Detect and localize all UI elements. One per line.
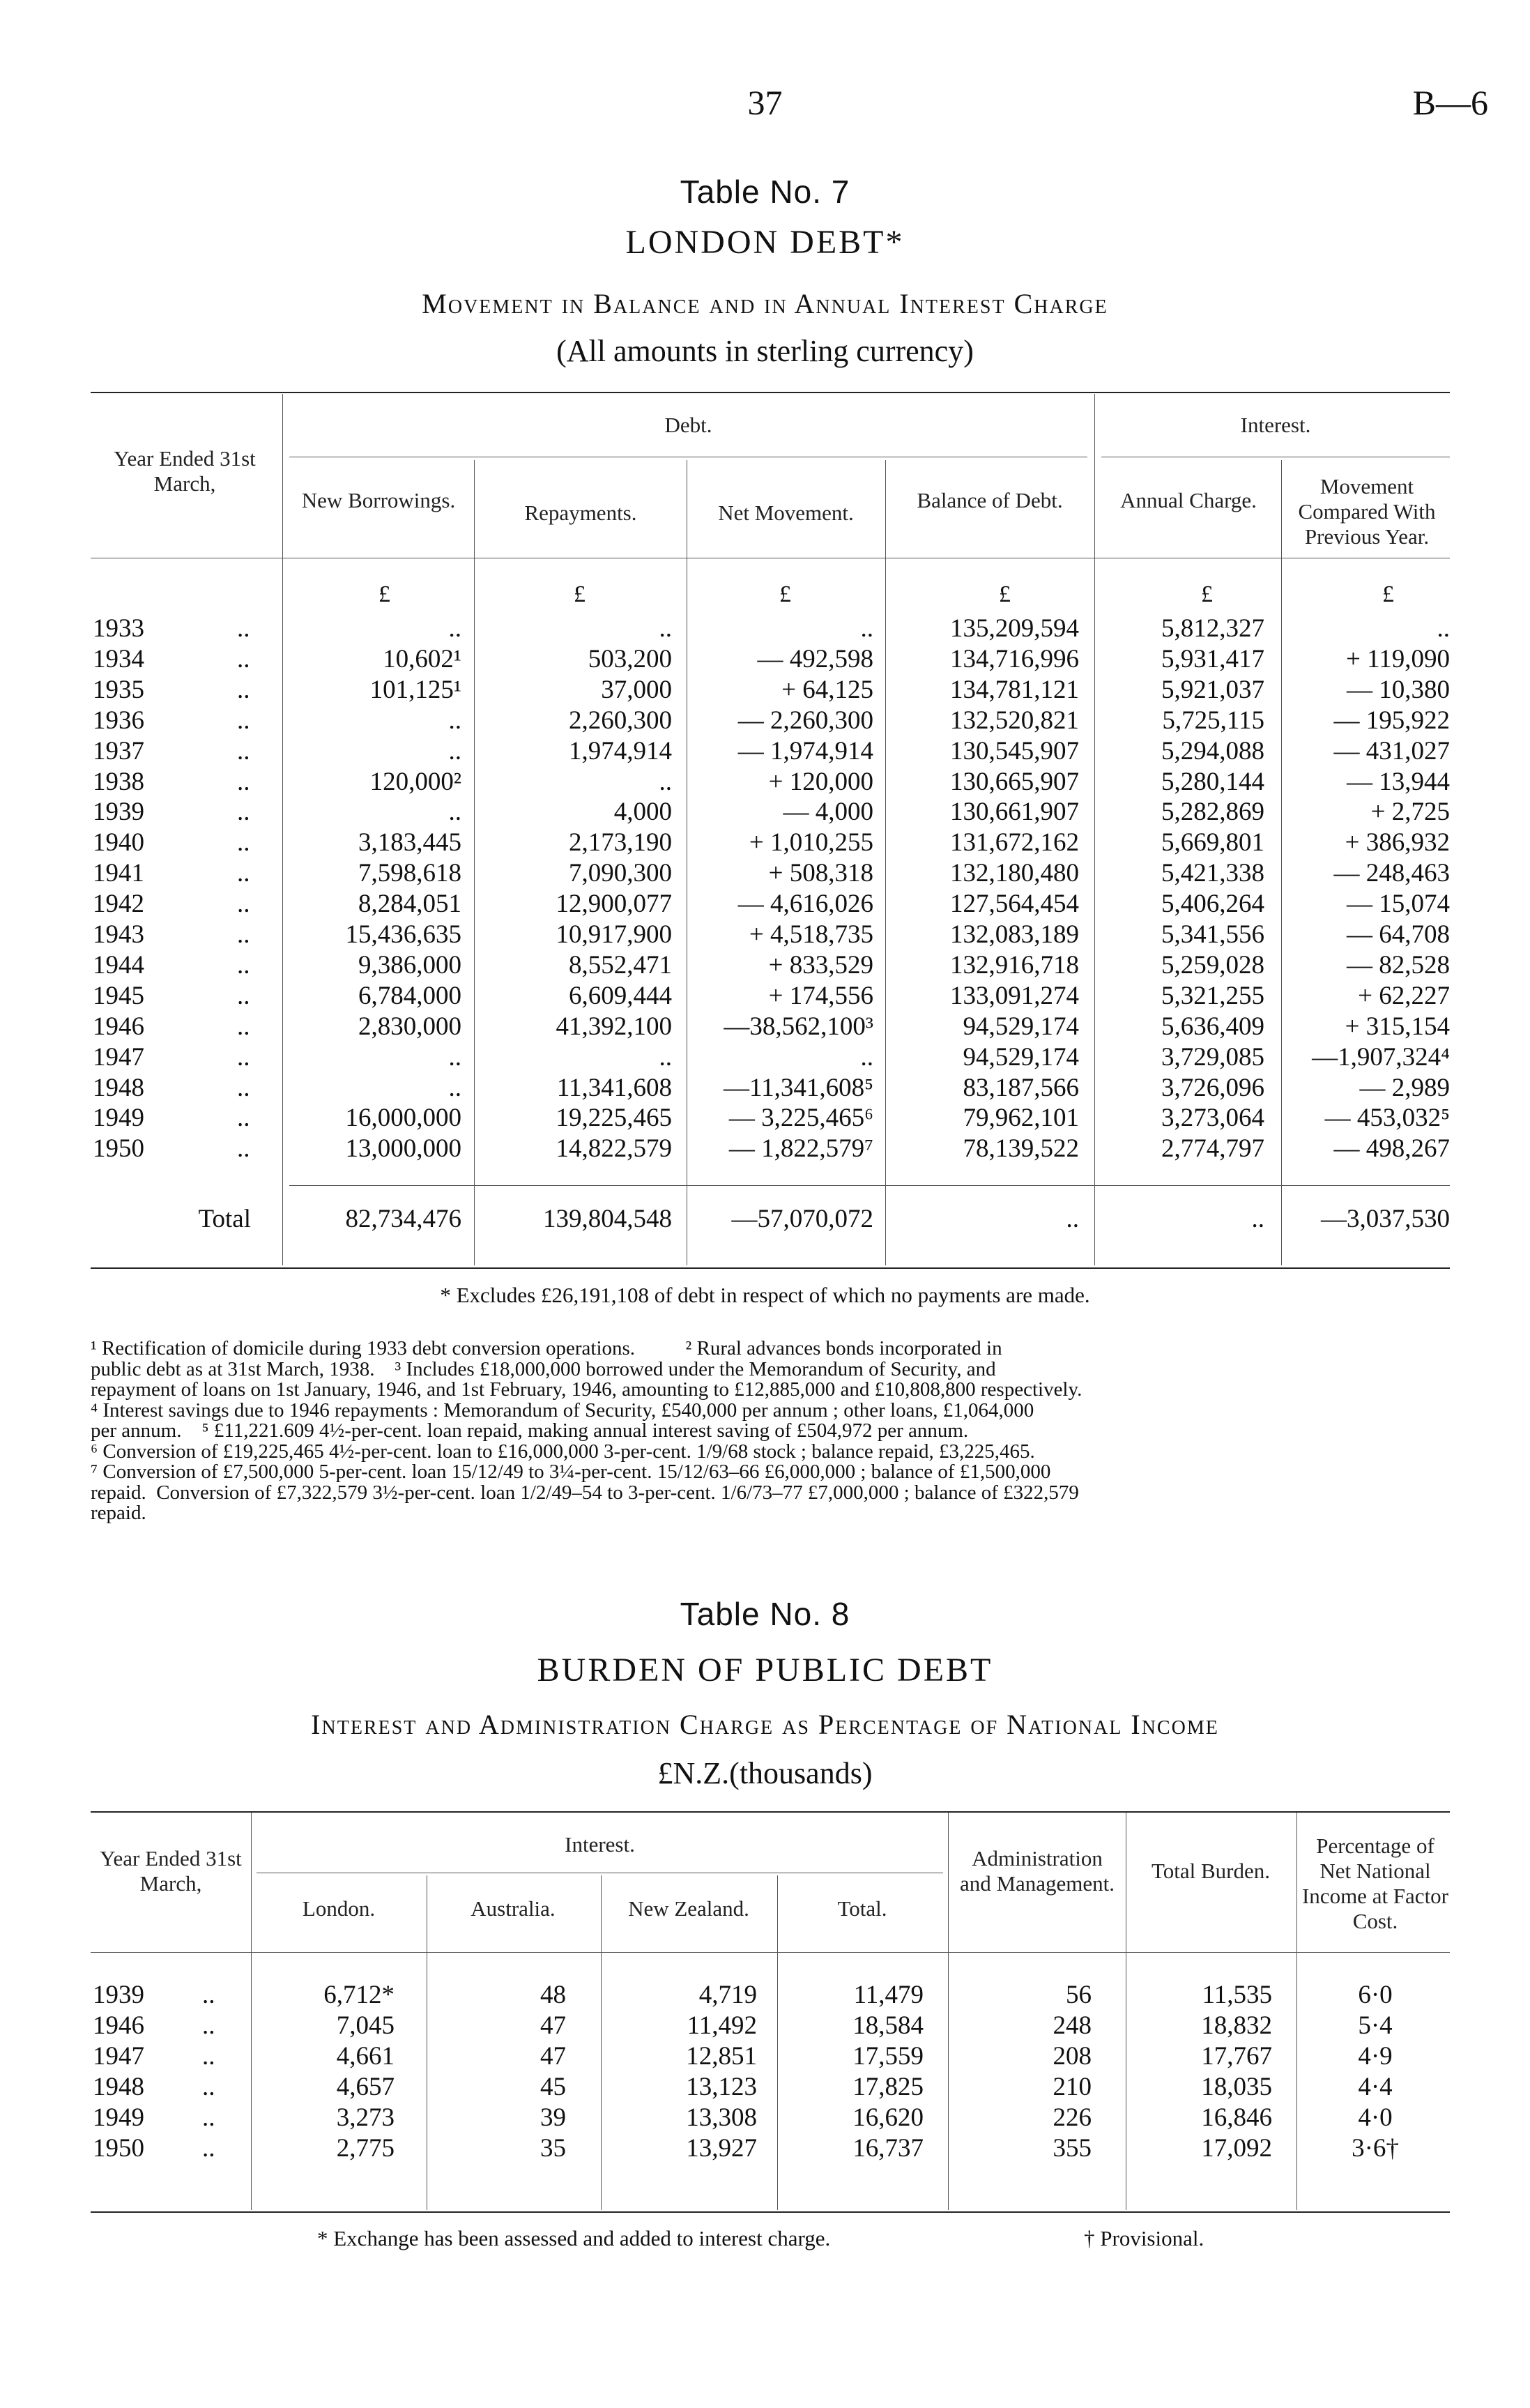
leader-dots: .. <box>237 798 250 827</box>
table8-col-new-zealand: New Zealand. <box>628 1896 749 1921</box>
repayments-cell: 37,000 <box>601 675 672 704</box>
table7-top-rule <box>91 392 1450 393</box>
repayments-cell: 41,392,100 <box>556 1012 672 1041</box>
leader-dots: .. <box>237 614 250 643</box>
year-cell: 1937 <box>93 736 144 765</box>
annual-charge-cell: 5,812,327 <box>1161 614 1264 643</box>
new-borrowings-cell: .. <box>448 614 461 643</box>
net-movement-cell: + 120,000 <box>768 767 873 796</box>
london-cell: 3,273 <box>336 2103 395 2132</box>
year-cell: 1948 <box>93 2073 144 2101</box>
leader-dots: .. <box>237 767 250 796</box>
leader-dots: .. <box>237 828 250 858</box>
year-cell: 1944 <box>93 950 144 980</box>
london-cell: 4,657 <box>336 2073 395 2101</box>
footnote-line: public debt as at 31st March, 1938. ³ Includes £18,000,000 borrowed under the Memorandum of Security, and <box>91 1357 996 1380</box>
repayments-cell: 503,200 <box>588 644 672 673</box>
repayments-cell: 8,552,471 <box>569 950 672 980</box>
movement-compared-cell: — 453,032⁵ <box>1324 1104 1450 1133</box>
new-zealand-cell: 13,308 <box>686 2103 757 2132</box>
balance-cell: 131,672,162 <box>950 828 1079 858</box>
new-zealand-cell: 4,719 <box>698 1981 757 2009</box>
annual-charge-cell: 5,321,255 <box>1161 981 1264 1010</box>
new-borrowings-cell: 120,000² <box>369 767 461 796</box>
repayments-cell: 14,822,579 <box>556 1134 672 1164</box>
repayments-cell: .. <box>659 614 672 643</box>
table7-col-repayments: Repayments. <box>524 501 637 525</box>
repayments-cell: 2,173,190 <box>569 828 672 858</box>
annual-charge-cell: 5,341,556 <box>1161 920 1264 949</box>
movement-compared-cell: —1,907,324⁴ <box>1312 1042 1450 1072</box>
table7-bottom-rule <box>91 1267 1450 1269</box>
table8-bottom-rule <box>91 2211 1450 2213</box>
net-movement-cell: + 833,529 <box>768 950 873 980</box>
movement-compared-cell: — 13,944 <box>1347 767 1450 796</box>
repayments-cell: 6,609,444 <box>569 981 672 1010</box>
table8-col-london: London. <box>302 1896 376 1921</box>
new-borrowings-cell: .. <box>448 1042 461 1072</box>
footnote-line: ¹ Rectification of domicile during 1933 debt conversion operations. ² Rural advances bonds incorporated in <box>91 1337 1002 1359</box>
year-cell: 1941 <box>93 859 144 888</box>
total-cell: 16,620 <box>852 2103 924 2132</box>
total-cell: 11,479 <box>853 1981 924 2009</box>
annual-charge-cell: 5,725,115 <box>1162 706 1264 735</box>
administration-cell: 248 <box>1053 2011 1092 2040</box>
movement-compared-cell: — 195,922 <box>1333 706 1450 735</box>
table7-star-note: * Excludes £26,191,108 of debt in respect of which no payments are made. <box>440 1283 1090 1307</box>
year-cell: 1939 <box>93 1981 144 2009</box>
table7-total-rule <box>289 1185 1450 1186</box>
new-borrowings-cell: 3,183,445 <box>358 828 461 858</box>
year-cell: 1933 <box>93 614 144 643</box>
leader-dots: .. <box>237 1012 250 1041</box>
year-cell: 1934 <box>93 644 144 673</box>
annual-charge-cell: 5,931,417 <box>1161 644 1264 673</box>
repayments-cell: .. <box>659 1042 672 1072</box>
table8-rule <box>948 1813 949 2210</box>
leader-dots: .. <box>237 950 250 980</box>
movement-compared-cell: .. <box>1437 614 1450 643</box>
movement-compared-cell: — 431,027 <box>1333 736 1450 765</box>
year-cell: 1950 <box>93 1134 144 1164</box>
annual-charge-cell: 5,636,409 <box>1161 1012 1264 1041</box>
repayments-cell: 7,090,300 <box>569 859 672 888</box>
year-cell: 1949 <box>93 1104 144 1133</box>
movement-compared-cell: + 62,227 <box>1358 981 1450 1010</box>
repayments-cell: 1,974,914 <box>569 736 672 765</box>
leader-dots: .. <box>237 890 250 919</box>
repayments-cell: .. <box>659 767 672 796</box>
administration-cell: 355 <box>1053 2134 1092 2163</box>
net-movement-cell: — 1,974,914 <box>737 736 873 765</box>
london-cell: 4,661 <box>336 2042 395 2071</box>
table7-note: (All amounts in sterling currency) <box>556 334 974 368</box>
net-movement-cell: —38,562,100³ <box>724 1012 873 1041</box>
table8-col-total: Total. <box>837 1896 887 1921</box>
year-cell: 1946 <box>93 1012 144 1041</box>
table7-col-new-borrowings: New Borrowings. <box>301 488 456 512</box>
table8-col-percentage: Percentage of Net National Income at Factor Cost. <box>1301 1834 1449 1933</box>
administration-cell: 56 <box>1066 1981 1092 2009</box>
footnote-line: repaid. <box>91 1502 146 1524</box>
year-cell: 1936 <box>93 706 144 735</box>
leader-dots: .. <box>202 2011 215 2040</box>
table7-rule <box>474 460 475 1265</box>
balance-cell: 130,665,907 <box>950 767 1079 796</box>
movement-compared-cell: + 386,932 <box>1345 828 1450 858</box>
leader-dots: .. <box>202 1981 215 2009</box>
table8-note: £N.Z.(thousands) <box>657 1756 873 1790</box>
total-cell: 17,825 <box>852 2073 924 2101</box>
table7-col-net-movement: Net Movement. <box>718 501 854 525</box>
new-borrowings-cell: 8,284,051 <box>358 890 461 919</box>
annual-charge-cell: 5,669,801 <box>1161 828 1264 858</box>
administration-cell: 210 <box>1053 2073 1092 2101</box>
leader-dots: .. <box>202 2134 215 2163</box>
annual-charge-cell: 5,280,144 <box>1161 767 1264 796</box>
percentage-cell: 3·6† <box>1352 2134 1399 2163</box>
table7-title: LONDON DEBT* <box>625 224 905 261</box>
total-cell: 18,584 <box>852 2011 924 2040</box>
new-borrowings-cell: 9,386,000 <box>358 950 461 980</box>
annual-charge-cell: 2,774,797 <box>1161 1134 1264 1164</box>
balance-cell: 94,529,174 <box>963 1012 1079 1041</box>
balance-cell: 130,661,907 <box>950 798 1079 827</box>
new-borrowings-cell: 101,125¹ <box>369 675 461 704</box>
new-borrowings-cell: 16,000,000 <box>345 1104 461 1133</box>
balance-cell: 132,916,718 <box>950 950 1079 980</box>
movement-compared-cell: + 119,090 <box>1346 644 1450 673</box>
table7-unit: £ <box>574 581 586 607</box>
net-movement-cell: — 4,616,026 <box>737 890 873 919</box>
table8-rule <box>251 1813 252 2210</box>
leader-dots: .. <box>237 1134 250 1164</box>
annual-charge-cell: 5,406,264 <box>1161 890 1264 919</box>
london-cell: 2,775 <box>336 2134 395 2163</box>
repayments-cell: 2,260,300 <box>569 706 672 735</box>
year-cell: 1943 <box>93 920 144 949</box>
net-movement-cell: — 1,822,579⁷ <box>728 1134 873 1164</box>
year-cell: 1940 <box>93 828 144 858</box>
year-cell: 1935 <box>93 675 144 704</box>
net-movement-cell: + 64,125 <box>781 675 873 704</box>
table7-debt-header: Debt. <box>664 413 712 437</box>
table8-interest-header: Interest. <box>565 1832 635 1857</box>
year-cell: 1948 <box>93 1073 144 1102</box>
table8-col-total-burden: Total Burden. <box>1151 1859 1270 1883</box>
total-borrowings: 82,734,476 <box>345 1205 461 1233</box>
balance-cell: 132,180,480 <box>950 859 1079 888</box>
new-borrowings-cell: 10,602¹ <box>383 644 461 673</box>
table7-unit: £ <box>779 581 791 607</box>
total-net-movement: —57,070,072 <box>731 1205 873 1233</box>
movement-compared-cell: — 248,463 <box>1333 859 1450 888</box>
movement-compared-cell: — 498,267 <box>1333 1134 1450 1164</box>
total-cell: 17,559 <box>852 2042 924 2071</box>
london-cell: 6,712* <box>323 1981 395 2009</box>
table7-rule <box>885 460 886 1265</box>
repayments-cell: 10,917,900 <box>556 920 672 949</box>
annual-charge-cell: 5,421,338 <box>1161 859 1264 888</box>
table8-rule <box>777 1875 778 2210</box>
net-movement-cell: — 2,260,300 <box>737 706 873 735</box>
leader-dots: .. <box>237 1104 250 1133</box>
new-zealand-cell: 12,851 <box>686 2042 757 2071</box>
table8-rule <box>1296 1813 1297 2210</box>
new-borrowings-cell: .. <box>448 798 461 827</box>
leader-dots: .. <box>237 706 250 735</box>
movement-compared-cell: — 10,380 <box>1347 675 1450 704</box>
balance-cell: 78,139,522 <box>963 1134 1079 1164</box>
new-zealand-cell: 13,123 <box>686 2073 757 2101</box>
table8-dagger-note: † Provisional. <box>1084 2226 1204 2250</box>
new-borrowings-cell: .. <box>448 1073 461 1102</box>
footnote-line: ⁴ Interest savings due to 1946 repayments : Memorandum of Security, £540,000 per annum ; other loans, £1,064,000 <box>91 1399 1034 1422</box>
table8-col-australia: Australia. <box>471 1896 556 1921</box>
table7-year-header: Year Ended 31st March, <box>114 446 256 496</box>
table8-col-administration: Administration and Management. <box>959 1846 1115 1896</box>
australia-cell: 45 <box>540 2073 566 2101</box>
movement-compared-cell: + 2,725 <box>1370 798 1450 827</box>
year-cell: 1939 <box>93 798 144 827</box>
percentage-cell: 4·0 <box>1358 2103 1393 2132</box>
footnote-line: repayment of loans on 1st January, 1946, and 1st February, 1946, amounting to £12,885,000 and £10,808,800 respectively. <box>91 1378 1083 1401</box>
balance-cell: 134,781,121 <box>950 675 1079 704</box>
total-burden-cell: 16,846 <box>1201 2103 1272 2132</box>
footnote-line: per annum. ⁵ £11,221.609 4½-per-cent. loan repaid, making annual interest saving of £504,972 per annum. <box>91 1419 969 1442</box>
table8-year-header: Year Ended 31st March, <box>100 1846 242 1896</box>
australia-cell: 35 <box>540 2134 566 2163</box>
total-cell: 16,737 <box>852 2134 924 2163</box>
year-cell: 1938 <box>93 767 144 796</box>
leader-dots: .. <box>237 1042 250 1072</box>
annual-charge-cell: 5,921,037 <box>1161 675 1264 704</box>
page-number: 37 <box>747 83 783 122</box>
balance-cell: 83,187,566 <box>963 1073 1079 1102</box>
net-movement-cell: — 492,598 <box>757 644 873 673</box>
total-burden-cell: 11,535 <box>1202 1981 1272 2009</box>
annual-charge-cell: 5,294,088 <box>1161 736 1264 765</box>
london-cell: 7,045 <box>336 2011 395 2040</box>
new-borrowings-cell: 13,000,000 <box>345 1134 461 1164</box>
movement-compared-cell: — 64,708 <box>1347 920 1450 949</box>
total-balance: .. <box>1066 1205 1079 1233</box>
new-borrowings-cell: 15,436,635 <box>345 920 461 949</box>
balance-cell: 132,083,189 <box>950 920 1079 949</box>
table8-top-rule <box>91 1811 1450 1813</box>
percentage-cell: 5·4 <box>1358 2011 1393 2040</box>
year-cell: 1946 <box>93 2011 144 2040</box>
total-movement: —3,037,530 <box>1321 1205 1450 1233</box>
year-cell: 1947 <box>93 2042 144 2071</box>
year-cell: 1947 <box>93 1042 144 1072</box>
net-movement-cell: .. <box>860 1042 873 1072</box>
repayments-cell: 11,341,608 <box>556 1073 672 1102</box>
balance-cell: 127,564,454 <box>950 890 1079 919</box>
year-cell: 1949 <box>93 2103 144 2132</box>
repayments-cell: 12,900,077 <box>556 890 672 919</box>
table8-title: BURDEN OF PUBLIC DEBT <box>537 1652 993 1689</box>
balance-cell: 79,962,101 <box>963 1104 1079 1133</box>
administration-cell: 208 <box>1053 2042 1092 2071</box>
table7-unit: £ <box>999 581 1011 607</box>
footnote-line: ⁶ Conversion of £19,225,465 4½-per-cent. loan to £16,000,000 3-per-cent. 1/9/68 stock ; balance repaid, £3,225,465. <box>91 1440 1035 1463</box>
footnote-line: repaid. Conversion of £7,322,579 3½-per-cent. loan 1/2/49–54 to 3-per-cent. 1/6/73–77 £7,000,000 ; balance of £322,579 <box>91 1481 1079 1504</box>
part-reference: B—6 <box>1412 83 1488 122</box>
total-burden-cell: 18,035 <box>1201 2073 1272 2101</box>
balance-cell: 134,716,996 <box>950 644 1079 673</box>
australia-cell: 47 <box>540 2042 566 2071</box>
net-movement-cell: + 174,556 <box>768 981 873 1010</box>
table8-rule <box>601 1875 602 2210</box>
leader-dots: .. <box>237 644 250 673</box>
balance-cell: 135,209,594 <box>950 614 1079 643</box>
table7-col-movement-compared: Movement Compared With Previous Year. <box>1298 474 1436 549</box>
leader-dots: .. <box>237 1073 250 1102</box>
annual-charge-cell: 5,282,869 <box>1161 798 1264 827</box>
australia-cell: 47 <box>540 2011 566 2040</box>
australia-cell: 39 <box>540 2103 566 2132</box>
percentage-cell: 6·0 <box>1358 1981 1393 2009</box>
new-zealand-cell: 11,492 <box>687 2011 757 2040</box>
table7-col-annual-charge: Annual Charge. <box>1120 488 1257 512</box>
movement-compared-cell: + 315,154 <box>1345 1012 1450 1041</box>
table8-star-note: * Exchange has been assessed and added to interest charge. <box>317 2226 831 2250</box>
new-borrowings-cell: 7,598,618 <box>358 859 461 888</box>
year-cell: 1950 <box>93 2134 144 2163</box>
total-burden-cell: 17,767 <box>1201 2042 1272 2071</box>
leader-dots: .. <box>237 859 250 888</box>
table7-rule <box>1281 460 1282 1265</box>
table7-col-balance: Balance of Debt. <box>917 488 1063 512</box>
balance-cell: 130,545,907 <box>950 736 1079 765</box>
administration-cell: 226 <box>1053 2103 1092 2132</box>
table7-rule <box>282 394 283 1265</box>
new-borrowings-cell: 6,784,000 <box>358 981 461 1010</box>
new-zealand-cell: 13,927 <box>686 2134 757 2163</box>
net-movement-cell: + 1,010,255 <box>749 828 873 858</box>
percentage-cell: 4·9 <box>1358 2042 1393 2071</box>
balance-cell: 133,091,274 <box>950 981 1079 1010</box>
leader-dots: .. <box>237 675 250 704</box>
table8-label: Table No. 8 <box>680 1596 850 1632</box>
net-movement-cell: —11,341,608⁵ <box>723 1073 873 1102</box>
balance-cell: 94,529,174 <box>963 1042 1079 1072</box>
table7-unit: £ <box>1382 581 1394 607</box>
table7-label: Table No. 7 <box>680 174 850 210</box>
year-cell: 1942 <box>93 890 144 919</box>
total-label: Total <box>198 1205 251 1233</box>
leader-dots: .. <box>202 2103 215 2132</box>
balance-cell: 132,520,821 <box>950 706 1079 735</box>
new-borrowings-cell: .. <box>448 736 461 765</box>
table7-unit: £ <box>378 581 390 607</box>
annual-charge-cell: 5,259,028 <box>1161 950 1264 980</box>
year-cell: 1945 <box>93 981 144 1010</box>
net-movement-cell: .. <box>860 614 873 643</box>
annual-charge-cell: 3,726,096 <box>1161 1073 1264 1102</box>
leader-dots: .. <box>237 736 250 765</box>
net-movement-cell: + 508,318 <box>768 859 873 888</box>
new-borrowings-cell: .. <box>448 706 461 735</box>
leader-dots: .. <box>202 2073 215 2101</box>
total-repayments: 139,804,548 <box>543 1205 672 1233</box>
total-burden-cell: 17,092 <box>1201 2134 1272 2163</box>
leader-dots: .. <box>237 920 250 949</box>
net-movement-cell: — 4,000 <box>783 798 873 827</box>
movement-compared-cell: — 2,989 <box>1359 1073 1450 1102</box>
table7-subtitle: Movement in Balance and in Annual Interest Charge <box>422 288 1108 319</box>
table8-header-rule <box>91 1952 1450 1953</box>
australia-cell: 48 <box>540 1981 566 2009</box>
percentage-cell: 4·4 <box>1358 2073 1393 2101</box>
repayments-cell: 4,000 <box>613 798 672 827</box>
movement-compared-cell: — 82,528 <box>1347 950 1450 980</box>
net-movement-cell: + 4,518,735 <box>749 920 873 949</box>
table8-subtitle: Interest and Administration Charge as Percentage of National Income <box>311 1709 1219 1740</box>
annual-charge-cell: 3,273,064 <box>1161 1104 1264 1133</box>
table7-interest-header: Interest. <box>1240 413 1311 437</box>
repayments-cell: 19,225,465 <box>556 1104 672 1133</box>
leader-dots: .. <box>202 2042 215 2071</box>
annual-charge-cell: 3,729,085 <box>1161 1042 1264 1072</box>
net-movement-cell: — 3,225,465⁶ <box>728 1104 873 1133</box>
total-charge: .. <box>1251 1205 1264 1233</box>
total-burden-cell: 18,832 <box>1201 2011 1272 2040</box>
leader-dots: .. <box>237 981 250 1010</box>
table7-unit: £ <box>1201 581 1213 607</box>
new-borrowings-cell: 2,830,000 <box>358 1012 461 1041</box>
table7-rule <box>1094 394 1095 1265</box>
movement-compared-cell: — 15,074 <box>1347 890 1450 919</box>
footnote-line: ⁷ Conversion of £7,500,000 5-per-cent. loan 15/12/49 to 3¼-per-cent. 15/12/63–66 £6,000,000 ; balance of £1,500,000 <box>91 1461 1051 1483</box>
